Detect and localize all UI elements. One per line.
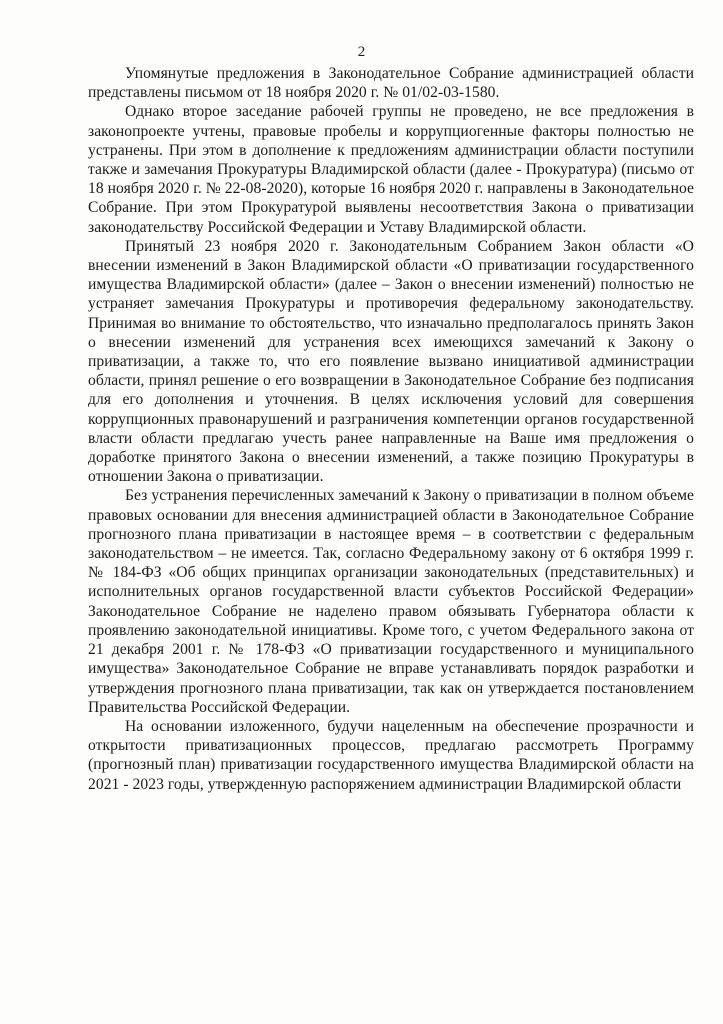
paragraph-adopted-law: Принятый 23 ноября 2020 г. Законодательным Собранием Закон области «О внесении изменений в Закон Владимирской области «О приватизации государственного имущества Владимирской области» (далее – Закон о внесении изменений) полностью не устраняет замечания Прокуратуры и противоречия федеральному законодательству. Принимая во внимание то обстоятельство, что изначально предполагалось принять Закон о внесении изменений для устранения всех имеющихся замечаний к Закону о приватизации, а также то, что его появление вызвано инициативой администрации области, принял решение о его возвращении в Законодательное Собрание без подписания для его дополнения и уточнения. В целях исключения условий для совершения коррупционных правонарушений и разграничения компетенции органов государственной власти области предлагаю учесть ранее направленные на Ваше имя предложения о доработке принятого Закона о внесении изменений, а также позицию Прокуратуры в отношении Закона о приватизации. (88, 237, 694, 486)
paragraph-proposals-letter: Упомянутые предложения в Законодательное Собрание администрацией области представлены письмом от 18 ноября 2020 г. № 01/02-03-1580. (88, 65, 694, 102)
paragraph-legal-grounds: Без устранения перечисленных замечаний к Закону о приватизации в полном объеме правовых основании для внесения администрацией области в Законодательное Собрание прогнозного плана приватизации в настоящее время – в соответствии с федеральным законодательством – не имеется. Так, согласно Федеральному закону от 6 октября 1999 г. № 184-ФЗ «Об общих принципах организации законодательных (представительных) и исполнительных органов государственной власти субъектов Российской Федерации» Законодательное Собрание не наделено правом обязывать Губернатора области к проявлению законодательной инициативы. Кроме того, с учетом Федерального закона от 21 декабря 2001 г. № 178-ФЗ «О приватизации государственного и муниципального имущества» Законодательное Собрание не вправе устанавливать порядок разработки и утверждения прогнозного плана приватизации, так как он утверждается постановлением Правительства Российской Федерации. (88, 487, 694, 716)
paragraph-conclusion: На основании изложенного, будучи нацеленным на обеспечение прозрачности и открытости приватизационных процессов, предлагаю рассмотреть Программу (прогнозный план) приватизации государственного имущества Владимирской области на 2021 - 2023 годы, утвержденную распоряжением администрации Владимирской области (88, 717, 694, 793)
letter-body (88, 64, 694, 794)
page-number: 2 (357, 44, 366, 60)
paragraph-working-group: Однако второе заседание рабочей группы не проведено, не все предложения в законопроекте учтены, правовые пробелы и коррупциогенные факторы полностью не устранены. При этом в дополнение к предложениям администрации области поступили также и замечания Прокуратуры Владимирской области (далее - Прокуратура) (письмо от 18 ноября 2020 г. № 22-08-2020), которые 16 ноября 2020 г. направлены в Законодательное Собрание. При этом Прокуратурой выявлены несоответствия Закона о приватизации законодательству Российской Федерации и Уставу Владимирской области. (88, 103, 694, 236)
